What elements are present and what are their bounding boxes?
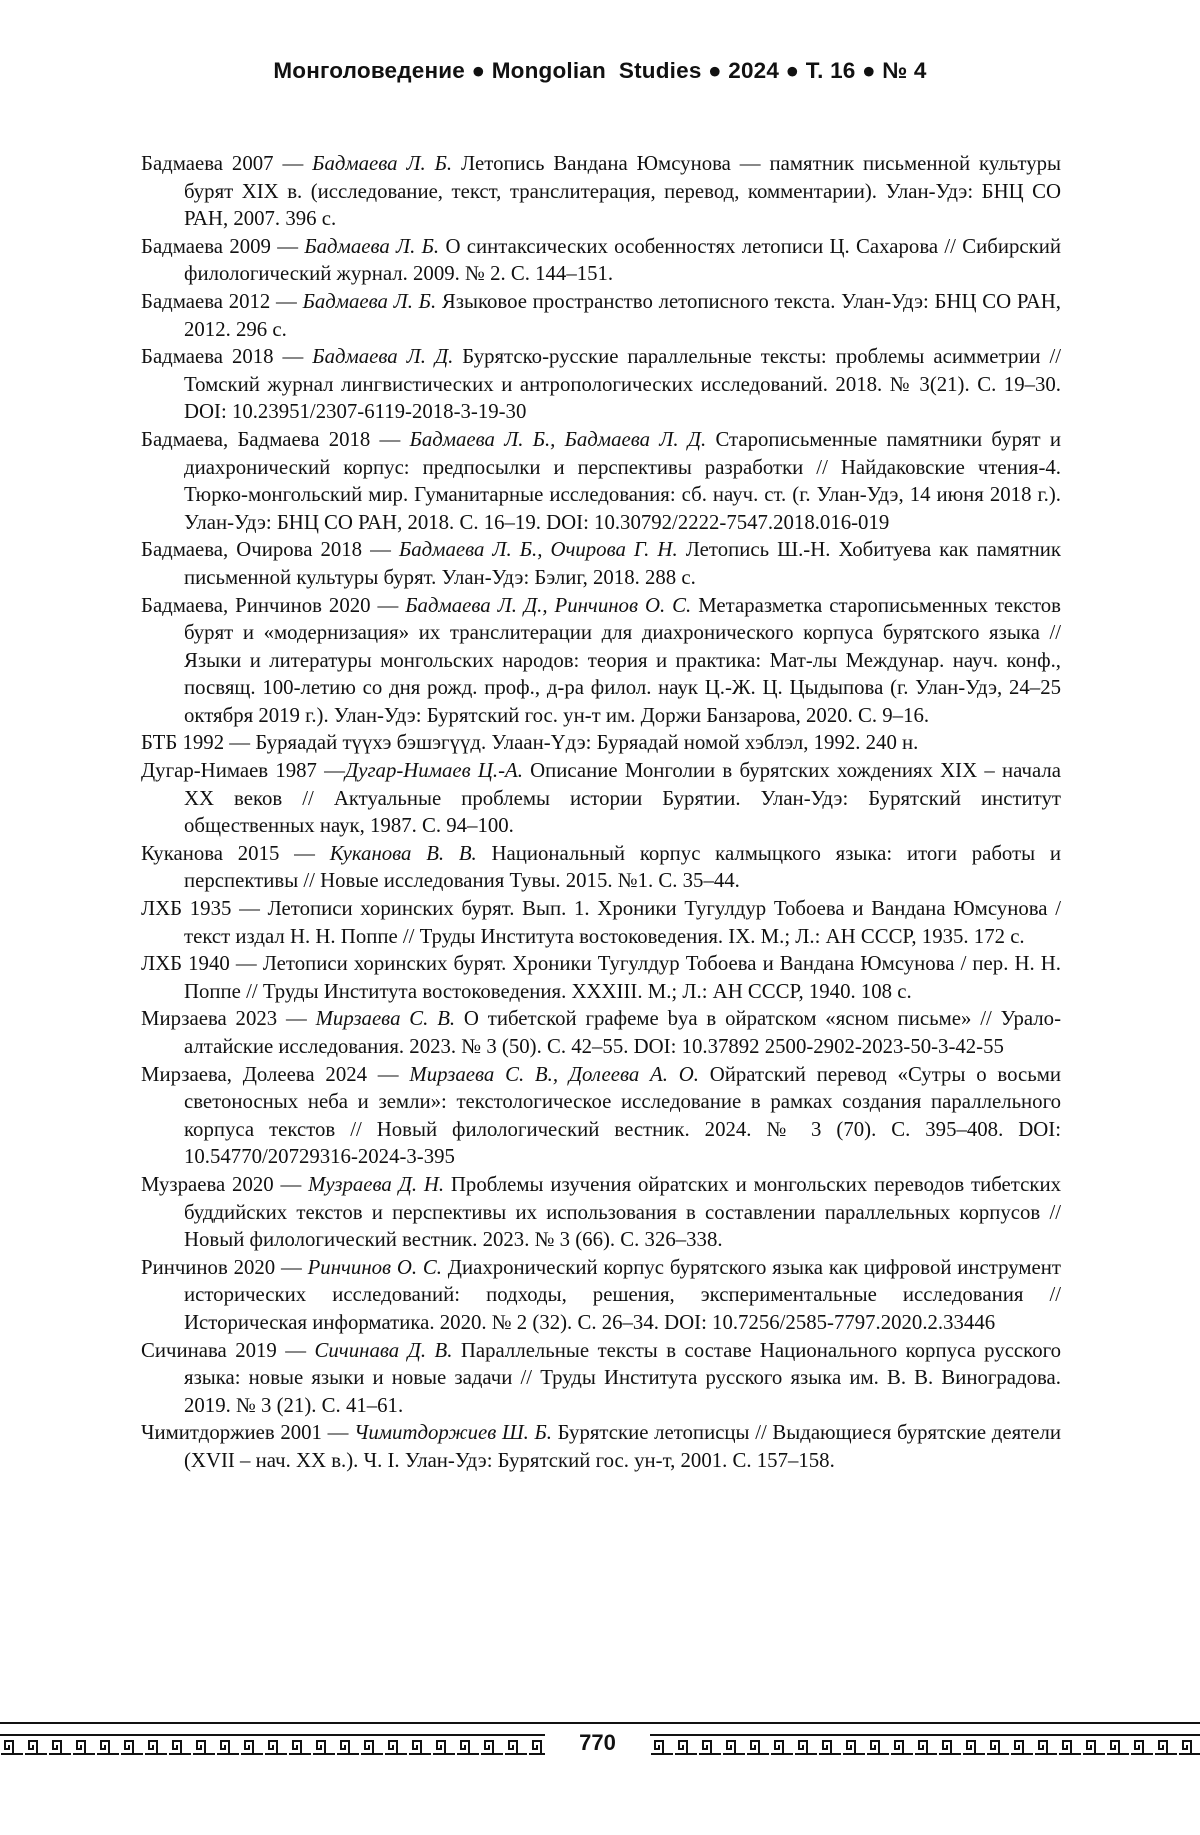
reference-entry	[141, 757, 1061, 840]
reference-text: Диахронический корпус бурятского языка как цифровой инструмент исторических исследований: подходы, решения, экспериментальные исследования // Историческая информатика. 2020. № 2 (32). С. 26–34. DOI: 10.7256/2585-7797.2020.2.33446	[184, 1255, 1061, 1334]
reference-key: Бадмаева 2009 —	[141, 234, 305, 258]
reference-text: Ойратский перевод «Сутры о восьми светоносных неба и земли»: текстологическое исследование в рамках создания параллельного корпуса текстов // Новый филологический вестник. 2024. № 3 (70). С. 395–408. DOI: 10.54770/20729316-2024-3-395	[184, 1062, 1061, 1169]
reference-text: О тибетской графеме bya в ойратском «ясном письме» // Урало-алтайские исследования. 2023. № 3 (50). С. 42–55. DOI: 10.37892 2500-2902-2023-50-3-42-55	[184, 1007, 1061, 1058]
reference-authors: Бадмаева Л. Д.	[312, 345, 454, 369]
meander-border-left	[0, 1734, 545, 1756]
meander-border-right	[650, 1734, 1200, 1756]
reference-text: Летописи хоринских бурят. Вып. 1. Хроники Тугулдур Тобоева и Вандана Юмсунова / текст издал Н. Н. Поппе // Труды Института востоковедения. IX. М.; Л.: АН СССР, 1935. 172 с.	[184, 897, 1061, 948]
reference-entry	[141, 950, 1061, 1005]
reference-entry	[141, 1254, 1061, 1337]
reference-key: ЛХБ 1940 —	[141, 952, 263, 976]
reference-entry	[141, 288, 1061, 343]
reference-text: Летопись Вандана Юмсунова — памятник письменной культуры бурят XIX в. (исследование, текст, транслитерация, перевод, комментарии). Улан-Удэ: БНЦ СО РАН, 2007. 396 с.	[184, 152, 1061, 231]
reference-key: БТБ 1992 —	[141, 731, 256, 755]
reference-key: Бадмаева, Бадмаева 2018 —	[141, 427, 410, 451]
reference-list	[141, 150, 1061, 1475]
reference-text: Национальный корпус калмыцкого языка: итоги работы и перспективы // Новые исследования Тувы. 2015. №1. С. 35–44.	[184, 841, 1061, 893]
reference-text: Описание Монголии в бурятских хождениях XIX – начала XX веков // Актуальные проблемы истории Бурятии. Улан-Удэ: Бурятский институт общественных наук, 1987. С. 94–100.	[184, 759, 1062, 838]
reference-entry	[141, 1061, 1061, 1171]
reference-entry	[141, 895, 1061, 950]
reference-entry	[141, 150, 1061, 233]
reference-text: Языковое пространство летописного текста. Улан-Удэ: БНЦ СО РАН, 2012. 296 с.	[184, 289, 1062, 341]
reference-entry	[141, 1171, 1061, 1254]
reference-authors: Сичинава Д. В.	[314, 1338, 453, 1362]
reference-authors: Бадмаева Л. Д., Ринчинов О. С.	[405, 593, 692, 617]
reference-text: Метаразметка старописьменных текстов бурят и «модернизация» их транслитерации для диахронического корпуса бурятского языка // Языки и литературы монгольских народов: теория и практика: Мат-лы Междунар. науч. конф., посвящ. 100-летию со дня рожд. проф., д-ра филол. наук Ц.-Ж. Ц. Цыдыпова (г. Улан-Удэ, 24–25 октября 2019 г.). Улан-Удэ: Бурятский гос. ун-т им. Доржи Банзарова, 2020. С. 9–16.	[184, 593, 1061, 727]
reference-key: Бадмаева 2018 —	[141, 345, 313, 369]
reference-entry	[141, 233, 1061, 288]
reference-key: Бадмаева 2007 —	[141, 152, 313, 175]
reference-authors: Музраева Д. Н.	[308, 1172, 445, 1196]
reference-key: Бадмаева, Очирова 2018 —	[141, 538, 399, 562]
reference-authors: Бадмаева Л. Б., Очирова Г. Н.	[398, 538, 678, 562]
reference-text: О синтаксических особенностях летописи Ц. Сахарова // Сибирский филологический журнал. 2009. № 2. С. 144–151.	[184, 234, 1061, 286]
reference-entry	[141, 729, 1061, 757]
reference-authors: Бадмаева Л. Б.	[312, 152, 453, 175]
page-footer	[0, 1722, 1200, 1762]
reference-authors: Дугар-Нимаев Ц.-А.	[344, 759, 523, 783]
reference-entry	[141, 1005, 1061, 1060]
reference-text: Буряадай түүхэ бэшэгүүд. Улаан-Үдэ: Буряадай номой хэблэл, 1992. 240 н.	[255, 731, 919, 755]
reference-entry	[141, 592, 1061, 730]
reference-key: Бадмаева 2012 —	[141, 289, 303, 313]
reference-text: Проблемы изучения ойратских и монгольских переводов тибетских буддийских текстов и перспективы их использования в составлении параллельных корпусов // Новый филологический вестник. 2023. № 3 (66). С. 326–338.	[184, 1172, 1061, 1252]
reference-key: ЛХБ 1935 —	[141, 897, 268, 921]
reference-authors: Бадмаева Л. Б., Бадмаева Л. Д.	[409, 427, 707, 451]
page-number: 770	[579, 1730, 616, 1755]
footer-rule	[0, 1722, 1200, 1724]
reference-entry	[141, 1337, 1061, 1420]
reference-entry	[141, 840, 1061, 895]
reference-entry	[141, 1419, 1061, 1474]
reference-key: Бадмаева, Ринчинов 2020 —	[141, 593, 406, 617]
reference-entry	[141, 426, 1061, 536]
running-header: Монголоведение ● Mongolian Studies ● 2024 ● Т. 16 ● № 4	[273, 58, 927, 83]
reference-text: Летопись Ш.-Н. Хобитуева как памятник письменной культуры бурят. Улан-Удэ: Бэлиг, 2018. 288 с.	[184, 538, 1062, 589]
reference-key: Ринчинов 2020 —	[141, 1255, 308, 1279]
reference-authors: Бадмаева Л. Б.	[302, 289, 437, 313]
reference-authors: Бадмаева Л. Б.	[304, 234, 440, 258]
reference-text: Параллельные тексты в составе Национального корпуса русского языка: новые языки и новые задачи // Труды Института русского языка им. В. В. Виноградова. 2019. № 3 (21). С. 41–61.	[184, 1338, 1062, 1417]
reference-key: Мирзаева, Долеева 2024 —	[141, 1062, 410, 1086]
reference-authors: Чимитдоржиев Ш. Б.	[354, 1421, 552, 1445]
reference-text: Бурятские летописцы // Выдающиеся бурятские деятели (XVII – нач. XX в.). Ч. I. Улан-Удэ: Бурятский гос. ун-т, 2001. С. 157–158.	[184, 1421, 1062, 1472]
reference-text: Старописьменные памятники бурят и диахронический корпус: предпосылки и перспективы разработки // Найдаковские чтения-4. Тюрко-монгольский мир. Гуманитарные исследования: сб. науч. ст. (г. Улан-Удэ, 14 июня 2018 г.). Улан-Удэ: БНЦ СО РАН, 2018. С. 16–19. DOI: 10.30792/2222-7547.2018.016-019	[184, 427, 1062, 534]
reference-key: Дугар-Нимаев 1987 —	[141, 759, 345, 783]
reference-authors: Мирзаева С. В.	[315, 1007, 456, 1031]
reference-text: Летописи хоринских бурят. Хроники Тугулдур Тобоева и Вандана Юмсунова / пер. Н. Н. Поппе // Труды Института востоковедения. XXXIII. М.; Л.: АН СССР, 1940. 108 с.	[184, 952, 1061, 1003]
reference-key: Куканова 2015 —	[141, 841, 330, 865]
reference-text: Бурятско-русские параллельные тексты: проблемы асимметрии // Томский журнал лингвистических и антропологических исследований. 2018. № 3(21). С. 19–30. DOI: 10.23951/2307-6119-2018-3-19-30	[184, 345, 1062, 424]
reference-key: Мирзаева 2023 —	[141, 1007, 316, 1031]
reference-key: Сичинава 2019 —	[141, 1338, 315, 1362]
reference-entry	[141, 343, 1061, 426]
reference-authors: Ринчинов О. С.	[307, 1255, 442, 1279]
reference-key: Чимитдоржиев 2001 —	[141, 1421, 355, 1445]
reference-authors: Мирзаева С. В., Долеева А. О.	[409, 1062, 699, 1086]
reference-key: Музраева 2020 —	[141, 1172, 309, 1196]
reference-entry	[141, 536, 1061, 591]
reference-authors: Куканова В. В.	[329, 841, 477, 865]
